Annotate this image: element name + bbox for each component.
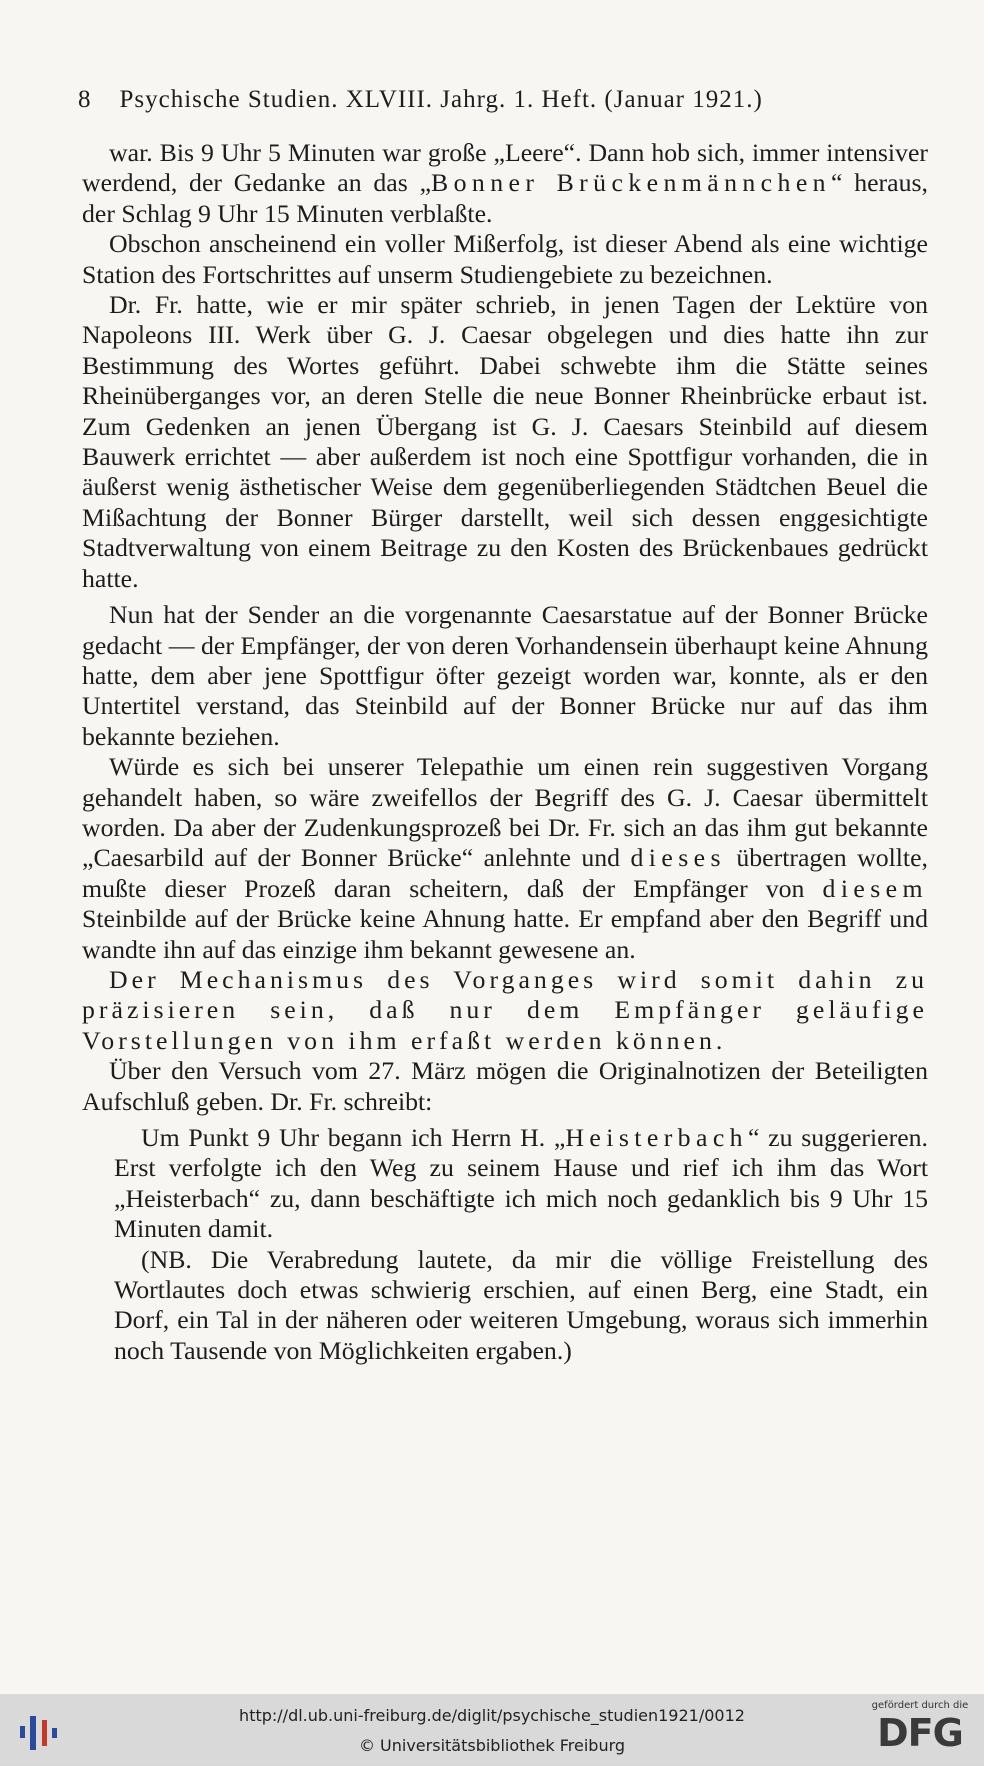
paragraph: Nun hat der Sender an die vorgenannte Caesarstatue auf der Bonner Brücke gedacht — der Empfänger, der von deren Vorhandensein überhaupt keine Ahnung hatte, dem aber jene Spottfigur öfter gezeigt worden war, konnte, als er den Untertitel verstand, das Steinbild auf der Bonner Brücke nur auf das ihm bekannte beziehen. [82, 600, 928, 751]
body-text [82, 138, 928, 1366]
text-run: war. Bis 9 Uhr 5 Minuten war große „Leere“. Dann hob sich, immer intensiver werdend, der Gedanke an das „ [82, 138, 928, 198]
emphasized-text: dieses [630, 843, 726, 873]
running-title: Psychische Studien. XLVIII. Jahrg. 1. Heft. (Januar 1921.) [119, 86, 763, 113]
text-run: “ heraus, der Schlag 9 Uhr 15 Minuten verblaßte. [82, 168, 928, 228]
paragraph: Obschon anscheinend ein voller Mißerfolg, ist dieser Abend als eine wichtige Station des Fortschrittes auf unserm Studiengebiete zu bezeichnen. [82, 229, 928, 289]
paragraph: Dr. Fr. hatte, wie er mir später schrieb, in jenen Tagen der Lektüre von Napoleons III. Werk über G. J. Caesar obgelegen und dies hatte ihn zur Bestimmung des Wortes geführt. Dabei schwebte ihm die Stätte seines Rheinüberganges vor, an deren Stelle die neue Bonner Rheinbrücke erbaut ist. Zum Gedenken an jenen Übergang ist G. J. Caesars Steinbild auf diesem Bauwerk errichtet — aber außerdem ist noch eine Spottfigur vorhanden, die in äußerst wenig ästhetischer Weise dem gegenüberliegenden Städtchen Beuel die Mißachtung der Bonner Bürger darstellt, weil sich dessen enggesichtigte Stadtverwaltung von einem Beitrage zu den Kosten des Brückenbaues gedrückt hatte. [82, 290, 928, 593]
text-run: “ zu suggerieren. Erst verfolgte ich den Weg zu seinem Hause und rief ich ihm das Wort „Heisterbach“ zu, dann beschäftigte ich mich noch gedanklich bis 9 Uhr 15 Minuten damit. [114, 1123, 929, 1244]
dfg-caption: gefördert durch die [871, 1700, 969, 1711]
paragraph: Über den Versuch vom 27. März mögen die Originalnotizen der Beteiligten Aufschluß geben. Dr. Fr. schreibt: [82, 1056, 928, 1116]
dfg-logo [870, 1700, 970, 1762]
emphasized-text: Bonner Brückenmännchen [431, 168, 831, 198]
text-run: Steinbilde auf der Brücke keine Ahnung hatte. Er empfand aber den Begriff und wandte ihn auf das einzige ihm bekannt gewesene an. [82, 904, 928, 964]
running-header [78, 86, 868, 114]
emphasized-text: Heisterbach [565, 1123, 748, 1152]
source-url[interactable]: http://dl.ub.uni-freiburg.de/diglit/psychische_studien1921/0012 [239, 1706, 745, 1725]
text-run: übertragen wollte, mußte dieser Prozeß daran scheitern, daß der Empfänger von [82, 843, 928, 903]
page-number: 8 [78, 86, 92, 113]
copyright-notice: © Universitätsbibliothek Freiburg [358, 1736, 626, 1755]
quote-paragraph: (NB. Die Verabredung lautete, da mir die völlige Freistellung des Wortlautes doch etwas schwierig erschien, auf einen Berg, eine Stadt, ein Dorf, ein Tal in der näheren oder weiteren Umgebung, woraus sich immerhin noch Tausende von Möglichkeiten ergaben.) [114, 1244, 928, 1365]
text-run: Würde es sich bei unserer Telepathie um einen rein suggestiven Vorgang gehandelt haben, so wäre zweifellos der Begriff des G. J. Caesar übermittelt worden. Da aber der Zudenkungsprozeß bei Dr. Fr. sich an das ihm gut bekannte „Caesarbild auf der Bonner Brücke“ anlehnte und [82, 752, 928, 873]
paragraph [82, 138, 928, 229]
paragraph-emphasized: Der Mechanismus des Vorganges wird somit dahin zu präzisieren sein, daß nur dem Empfänger geläufige Vorstellungen von ihm erfaßt werden können. [82, 964, 928, 1055]
paragraph [82, 752, 928, 965]
text-run: Um Punkt 9 Uhr begann ich Herrn H. „ [141, 1123, 566, 1152]
footer-bar [0, 1694, 984, 1766]
quote-paragraph [114, 1123, 928, 1245]
emphasized-text: diesem [822, 873, 928, 903]
dfg-logo-text: DFG [877, 1711, 963, 1755]
